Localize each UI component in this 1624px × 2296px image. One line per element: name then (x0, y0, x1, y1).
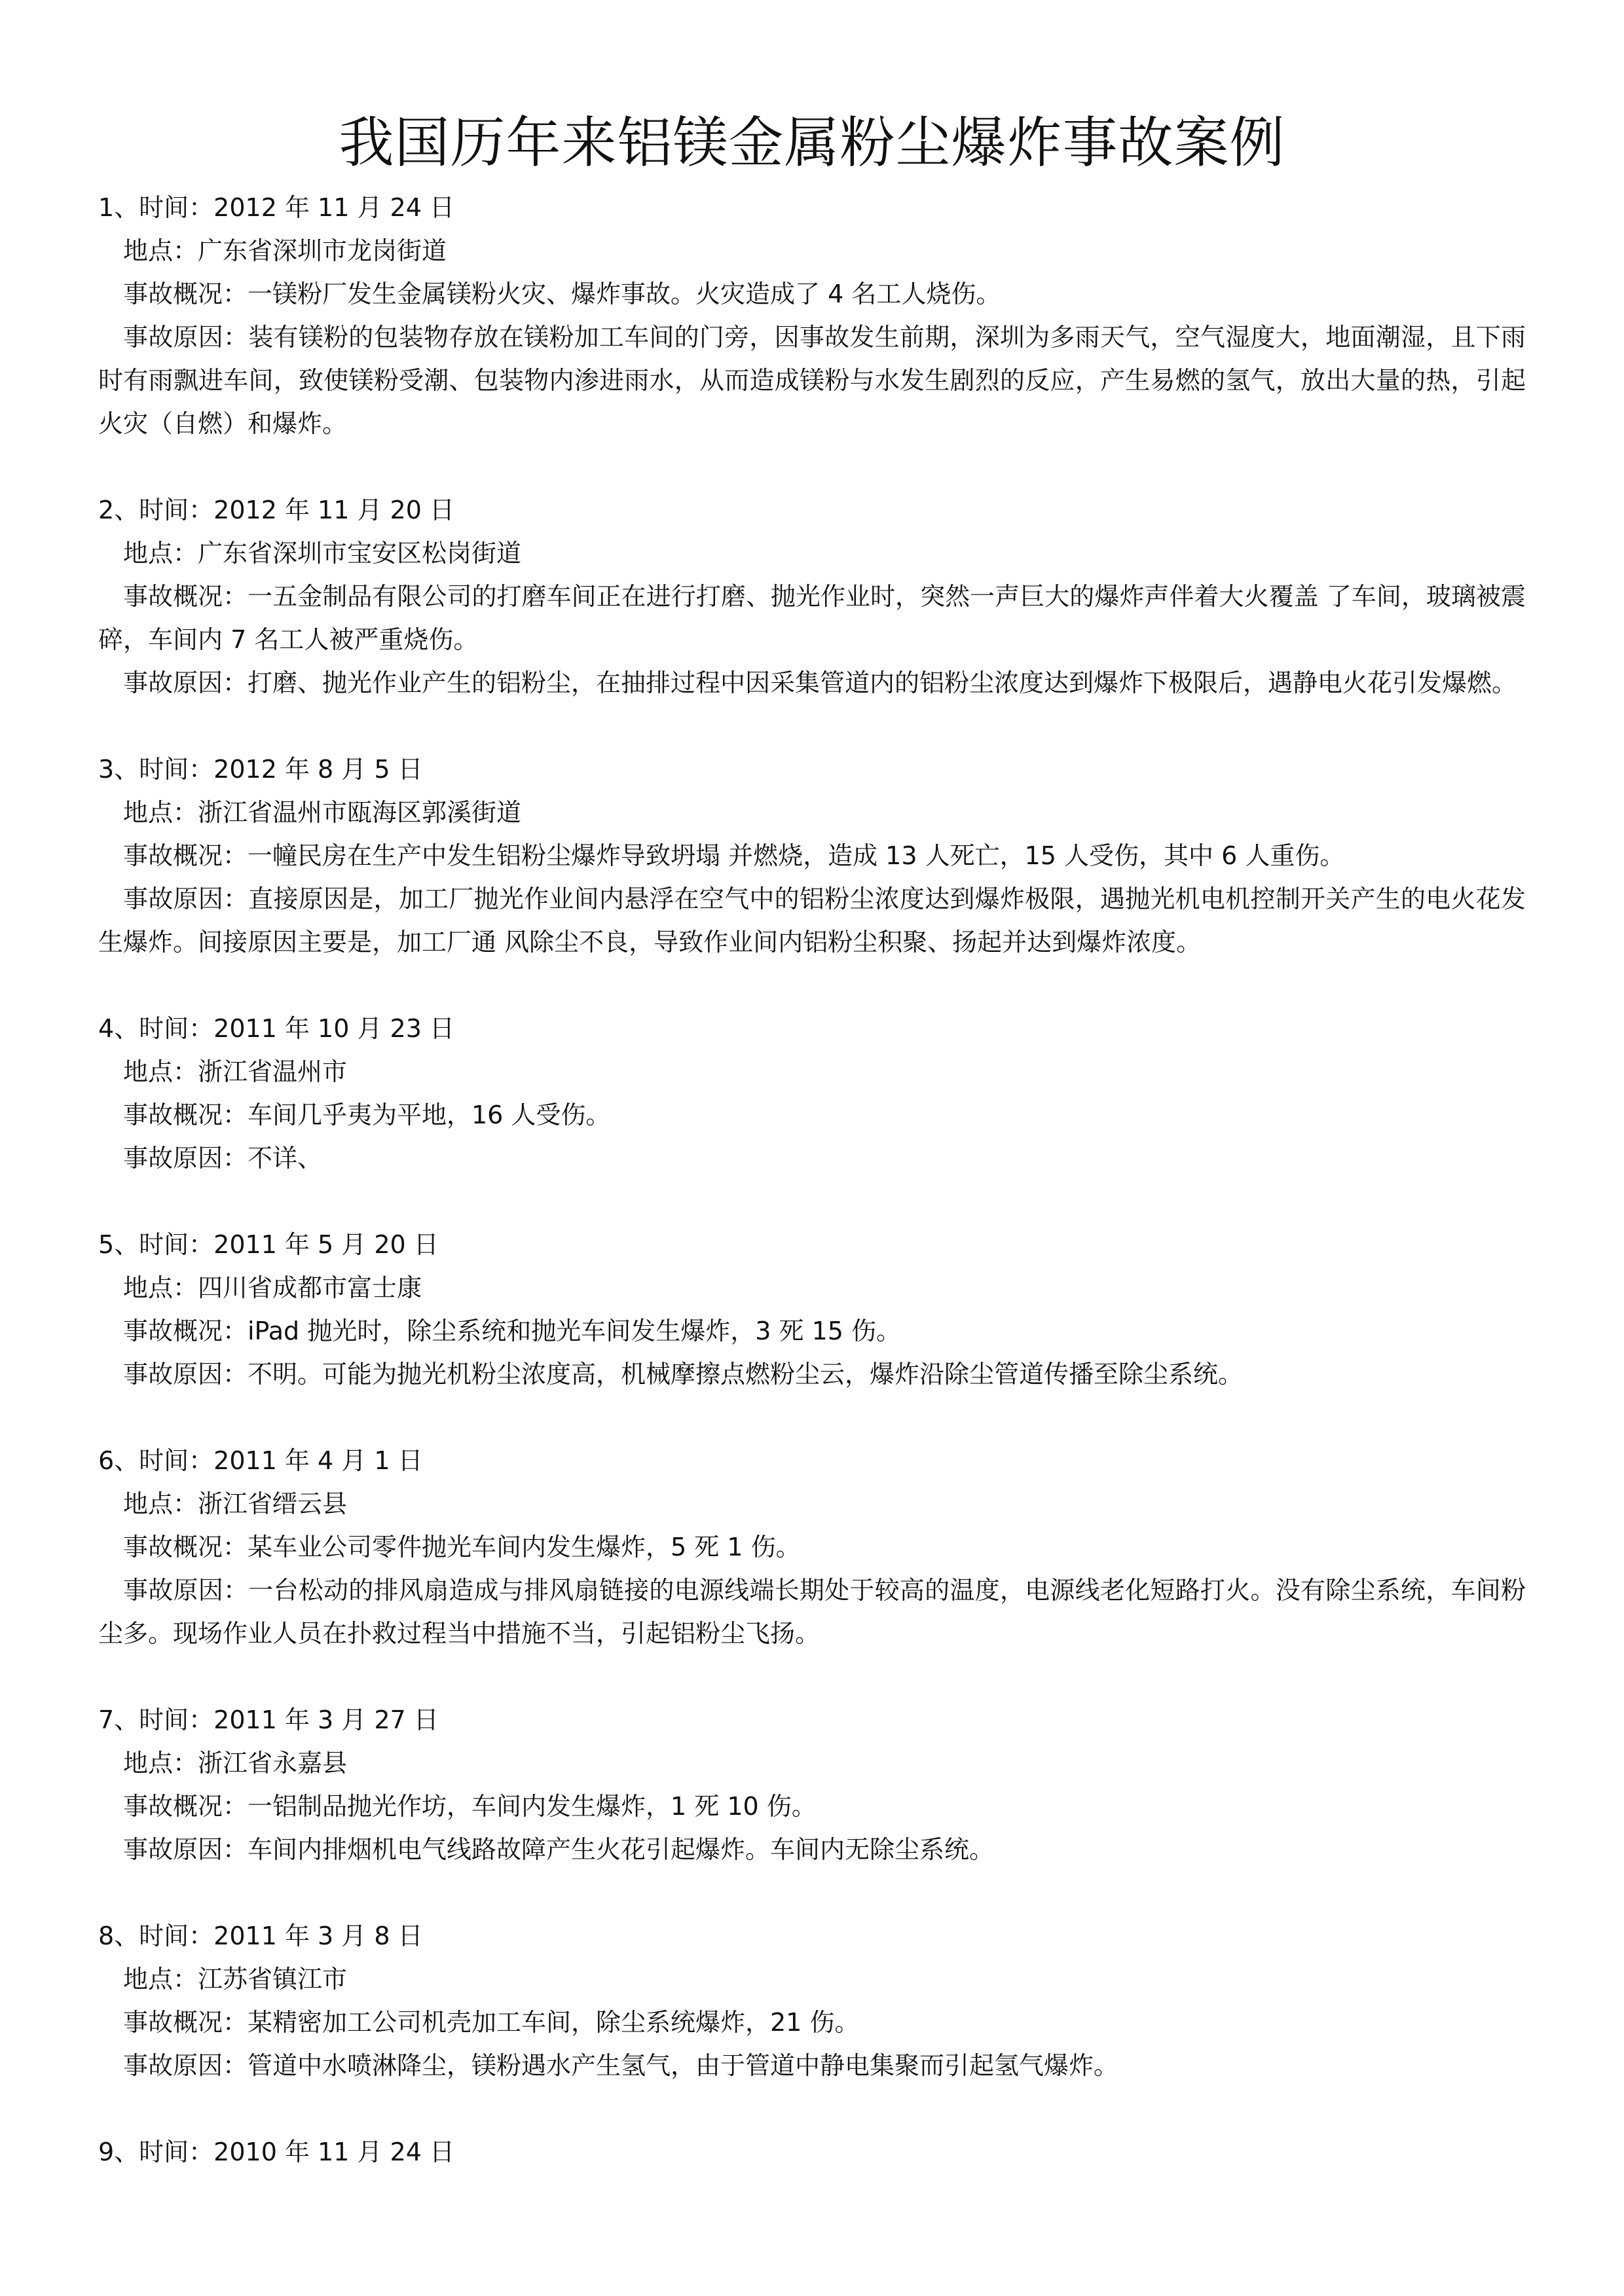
case-7 (98, 1698, 1526, 1871)
case-place: 地点：四川省成都市富士康 (123, 1273, 422, 1302)
case-time: 1、时间：2012 年 11 月 24 日 (98, 193, 454, 222)
case-6 (98, 1439, 1526, 1655)
case-summary: 事故概况：车间几乎夷为平地，16 人受伤。 (123, 1101, 611, 1129)
case-place: 地点：广东省深圳市宝安区松岗街道 (123, 539, 522, 568)
case-time: 9、时间：2010 年 11 月 24 日 (98, 2138, 454, 2166)
case-cause: 事故原因：不明。可能为抛光机粉尘浓度高，机械摩擦点燃粉尘云，爆炸沿除尘管道传播至除尘系统。 (123, 1360, 1244, 1389)
case-time: 4、时间：2011 年 10 月 23 日 (98, 1014, 454, 1043)
case-cause: 事故原因：直接原因是，加工厂抛光作业间内悬浮在空气中的铝粉尘浓度达到爆炸极限，遇抛光机电机控制开关产生的电火花发生爆炸。间接原因主要是，加工厂通 风除尘不良，导致作业间内铝粉尘积聚、扬起并达到爆炸浓度。 (98, 884, 1526, 957)
case-summary: 事故概况：iPad 抛光时，除尘系统和抛光车间发生爆炸，3 死 15 伤。 (123, 1317, 902, 1345)
case-summary: 事故概况：一铝制品抛光作坊，车间内发生爆炸，1 死 10 伤。 (123, 1792, 817, 1821)
case-summary: 事故概况：某精密加工公司机壳加工车间，除尘系统爆炸，21 伤。 (123, 2008, 860, 2037)
case-5 (98, 1223, 1526, 1396)
case-9 (98, 2130, 1526, 2174)
case-time: 3、时间：2012 年 8 月 5 日 (98, 755, 423, 784)
case-time: 8、时间：2011 年 3 月 8 日 (98, 1922, 423, 1950)
case-place: 地点：浙江省温州市 (123, 1057, 348, 1086)
case-summary: 事故概况：一五金制品有限公司的打磨车间正在进行打磨、抛光作业时，突然一声巨大的爆炸声伴着大火覆盖 了车间，玻璃被震碎，车间内 7 名工人被严重烧伤。 (98, 582, 1526, 654)
case-place: 地点：广东省深圳市龙岗街道 (123, 236, 447, 265)
document-title: 我国历年来铝镁金属粉尘爆炸事故案例 (339, 111, 1285, 175)
case-place: 地点：浙江省缙云县 (123, 1489, 348, 1518)
case-time: 7、时间：2011 年 3 月 27 日 (98, 1705, 439, 1734)
case-3 (98, 748, 1526, 964)
case-time: 5、时间：2011 年 5 月 20 日 (98, 1230, 439, 1259)
case-time: 2、时间：2012 年 11 月 20 日 (98, 496, 454, 524)
case-cause: 事故原因：一台松动的排风扇造成与排风扇链接的电源线端长期处于较高的温度，电源线老化短路打火。没有除尘系统，车间粉尘多。现场作业人员在扑救过程当中措施不当，引起铝粉尘飞扬。 (98, 1576, 1526, 1648)
case-cause: 事故原因：打磨、抛光作业产生的铝粉尘，在抽排过程中因采集管道内的铝粉尘浓度达到爆炸下极限后，遇静电火花引发爆燃。 (123, 668, 1517, 697)
case-cause: 事故原因：不详、 (123, 1144, 323, 1173)
case-place: 地点：浙江省永嘉县 (123, 1749, 348, 1777)
case-2 (98, 488, 1526, 704)
case-8 (98, 1914, 1526, 2087)
case-summary: 事故概况：某车业公司零件抛光车间内发生爆炸，5 死 1 伤。 (123, 1533, 801, 1561)
case-place: 地点：江苏省镇江市 (123, 1965, 348, 1994)
case-place: 地点：浙江省温州市瓯海区郭溪街道 (123, 798, 522, 827)
case-time: 6、时间：2011 年 4 月 1 日 (98, 1446, 423, 1475)
case-cause: 事故原因：装有镁粉的包装物存放在镁粉加工车间的门旁，因事故发生前期，深圳为多雨天气，空气湿度大，地面潮湿，且下雨时有雨飘进车间，致使镁粉受潮、包装物内渗进雨水，从而造成镁粉与水发生剧烈的反应，产生易燃的氢气，放出大量的热，引起火灾（自燃）和爆炸。 (98, 323, 1526, 438)
case-1 (98, 186, 1526, 445)
case-4 (98, 1007, 1526, 1180)
case-cause: 事故原因：管道中水喷淋降尘，镁粉遇水产生氢气，由于管道中静电集聚而引起氢气爆炸。 (123, 2051, 1119, 2080)
case-summary: 事故概况：一幢民房在生产中发生铝粉尘爆炸导致坍塌 并燃烧，造成 13 人死亡，15 人受伤，其中 6 人重伤。 (123, 841, 1345, 870)
case-summary: 事故概况：一镁粉厂发生金属镁粉火灾、爆炸事故。火灾造成了 4 名工人烧伤。 (123, 280, 1001, 308)
case-cause: 事故原因：车间内排烟机电气线路故障产生火花引起爆炸。车间内无除尘系统。 (123, 1835, 995, 1864)
